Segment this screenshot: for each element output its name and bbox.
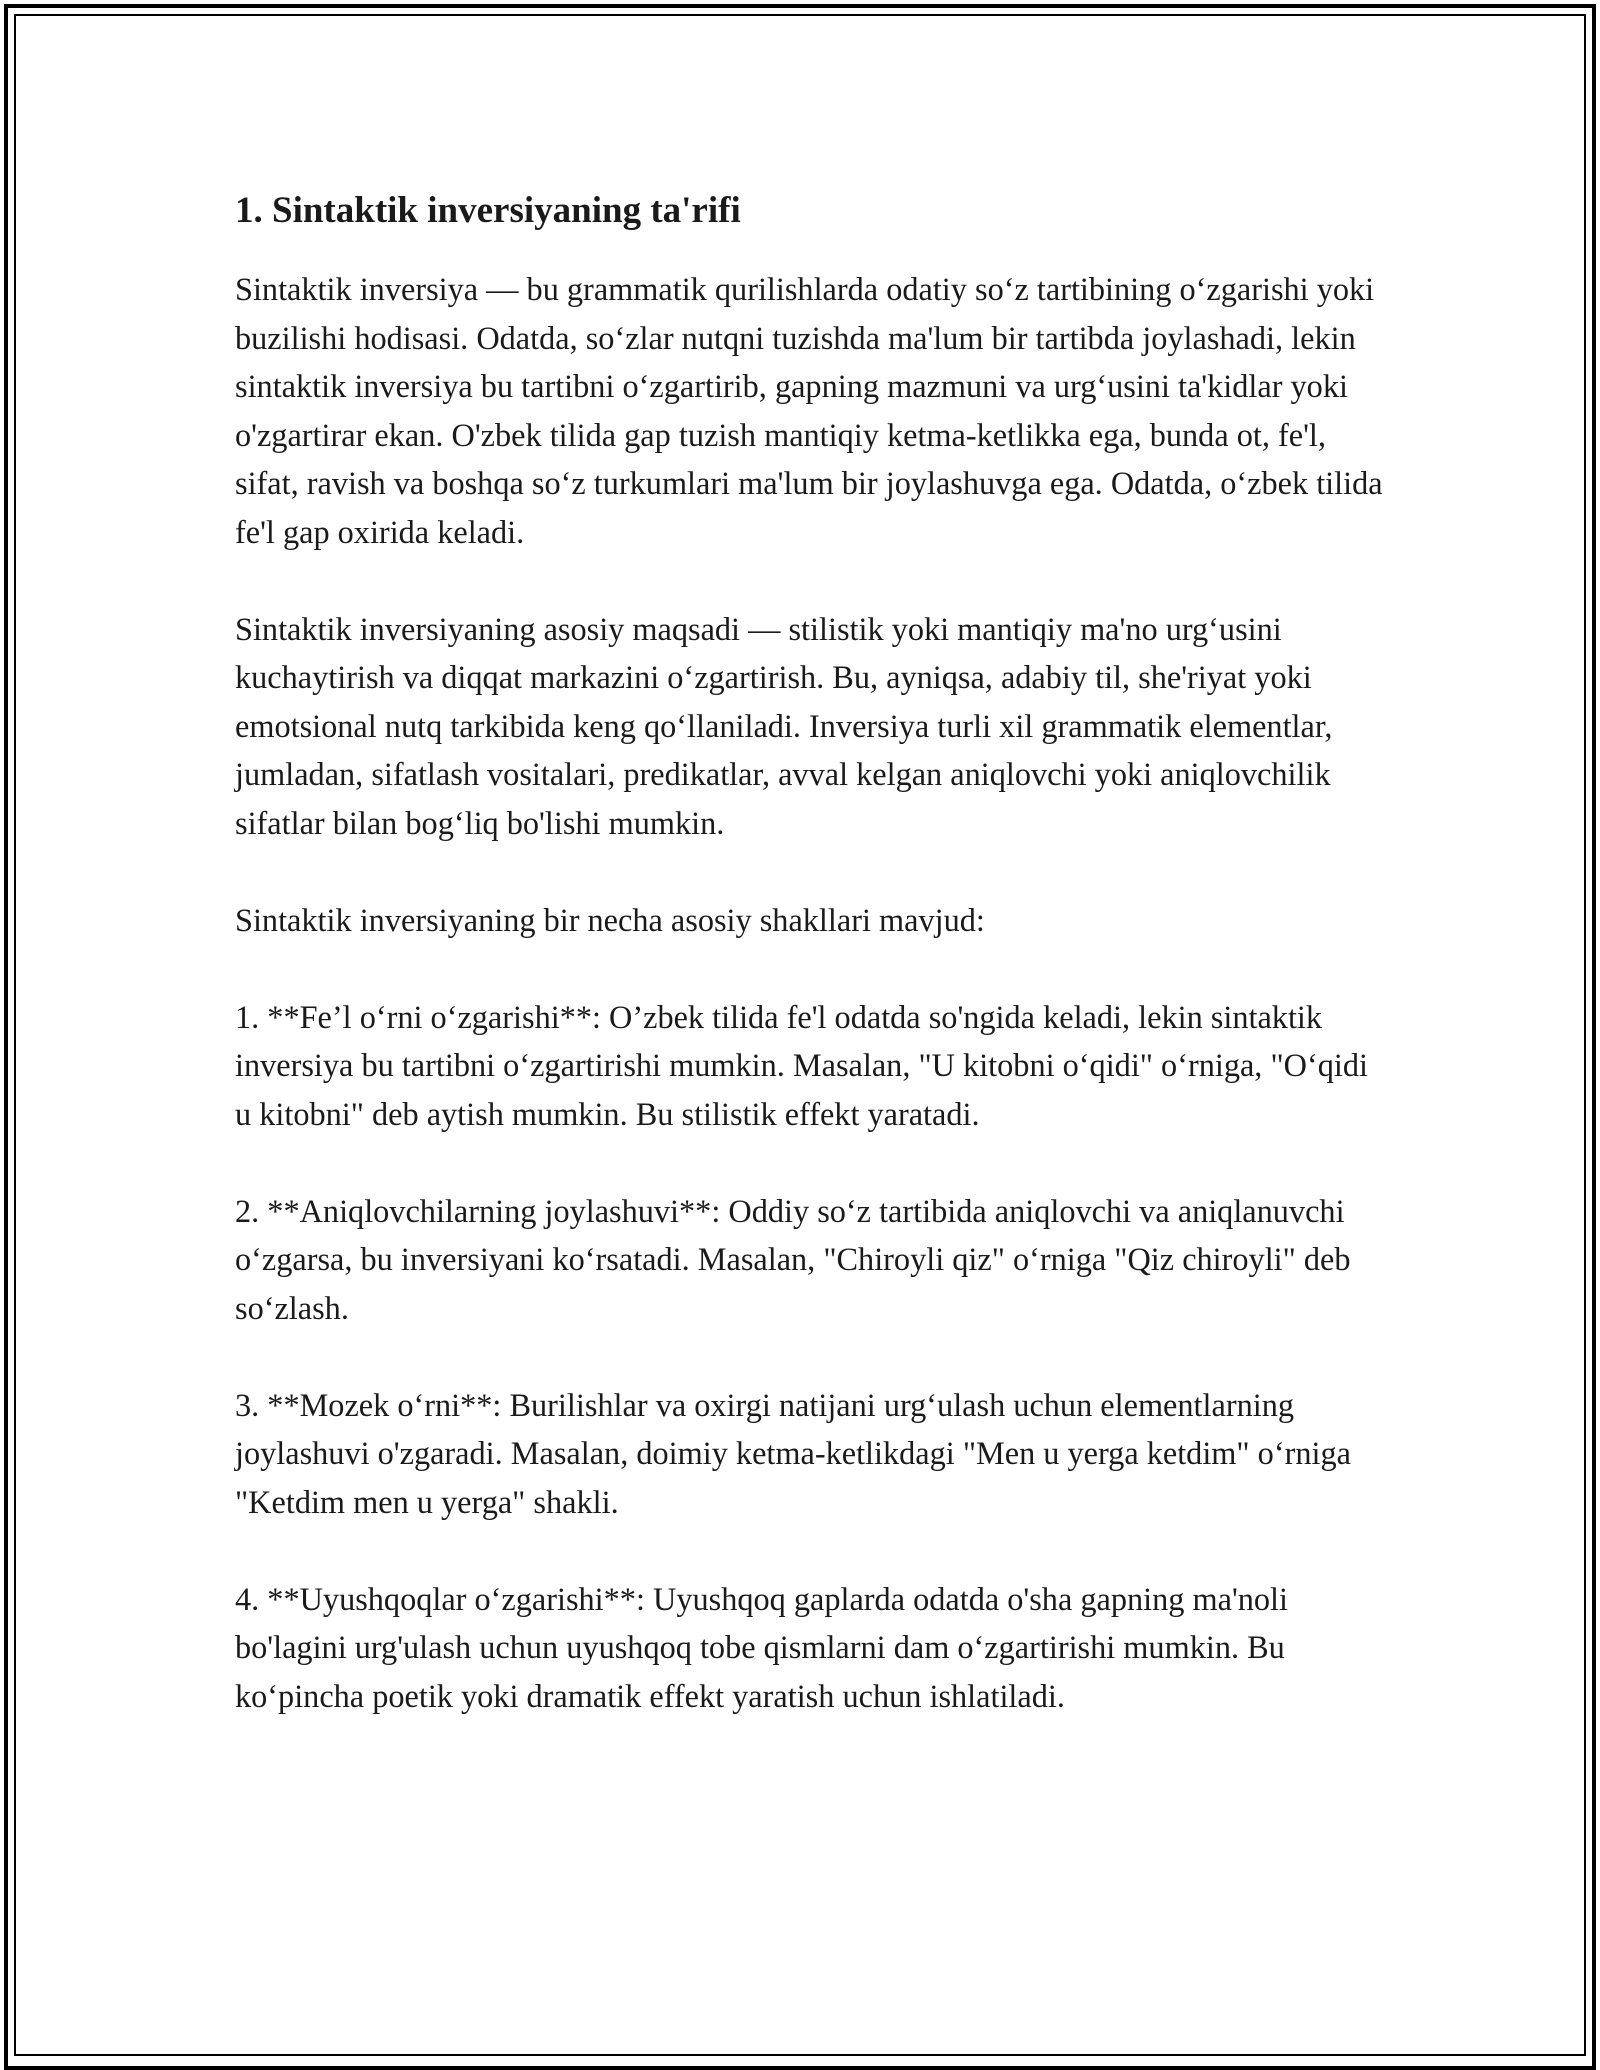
list-item-mozek: 3. **Mozek o‘rni**: Burilishlar va oxirgi natijani urg‘ulash uchun elementlarning joylashuvi o'zgaradi. Masalan, doimiy ketma-ketlikdagi "Men u yerga ketdim" o‘rniga "Ketdim men u yerga" shakli.	[235, 1386, 1351, 1520]
document-body	[235, 185, 1385, 1769]
paragraph-purpose: Sintaktik inversiyaning asosiy maqsadi — stilistik yoki mantiqiy ma'no urg‘usini kuchaytirish va diqqat markazini o‘zgartirish. Bu, ayniqsa, adabiy til, she'riyat yoki emotsional nutq tarkibida keng qo‘llaniladi. Inversiya turli xil grammatik elementlar, jumladan, sifatlash vositalari, predikatlar, avval kelgan aniqlovchi yoki aniqlovchilik sifatlar bilan bog‘liq bo'lishi mumkin.	[235, 610, 1333, 841]
list-item-modifiers: 2. **Aniqlovchilarning joylashuvi**: Oddiy so‘z tartibida aniqlovchi va aniqlanuvchi o‘zgarsa, bu inversiyani ko‘rsatadi. Masalan, "Chiroyli qiz" o‘rniga "Qiz chiroyli" deb so‘zlash.	[235, 1192, 1351, 1326]
paragraph-forms-intro: Sintaktik inversiyaning bir necha asosiy shakllari mavjud:	[235, 901, 985, 938]
list-item-conjunctions: 4. **Uyushqoqlar o‘zgarishi**: Uyushqoq gaplarda odatda o'sha gapning ma'noli bo'lagini urg'ulash uchun uyushqoq tobe qismlarni dam o‘zgartirishi mumkin. Bu ko‘pincha poetik yoki dramatik effekt yaratish uchun ishlatiladi.	[235, 1580, 1289, 1714]
section-title: 1. Sintaktik inversiyaning ta'rifi	[235, 190, 741, 231]
list-item-verb-position: 1. **Fe’l o‘rni o‘zgarishi**: O’zbek tilida fe'l odatda so'ngida keladi, lekin sintaktik inversiya bu tartibni o‘zgartirishi mumkin. Masalan, "U kitobni o‘qidi" o‘rniga, "O‘qidi u kitobni" deb aytish mumkin. Bu stilistik effekt yaratadi.	[235, 998, 1368, 1132]
paragraph-definition: Sintaktik inversiya — bu grammatik qurilishlarda odatiy so‘z tartibining o‘zgarishi yoki buzilishi hodisasi. Odatda, so‘zlar nutqni tuzishda ma'lum bir tartibda joylashadi, lekin sintaktik inversiya bu tartibni o‘zgartirib, gapning mazmuni va urg‘usini ta'kidlar yoki o'zgartirar ekan. O'zbek tilida gap tuzish mantiqiy ketma-ketlikka ega, bunda ot, fe'l, sifat, ravish va boshqa so‘z turkumlari ma'lum bir joylashuvga ega. Odatda, o‘zbek tilida fe'l gap oxirida keladi.	[235, 271, 1383, 550]
